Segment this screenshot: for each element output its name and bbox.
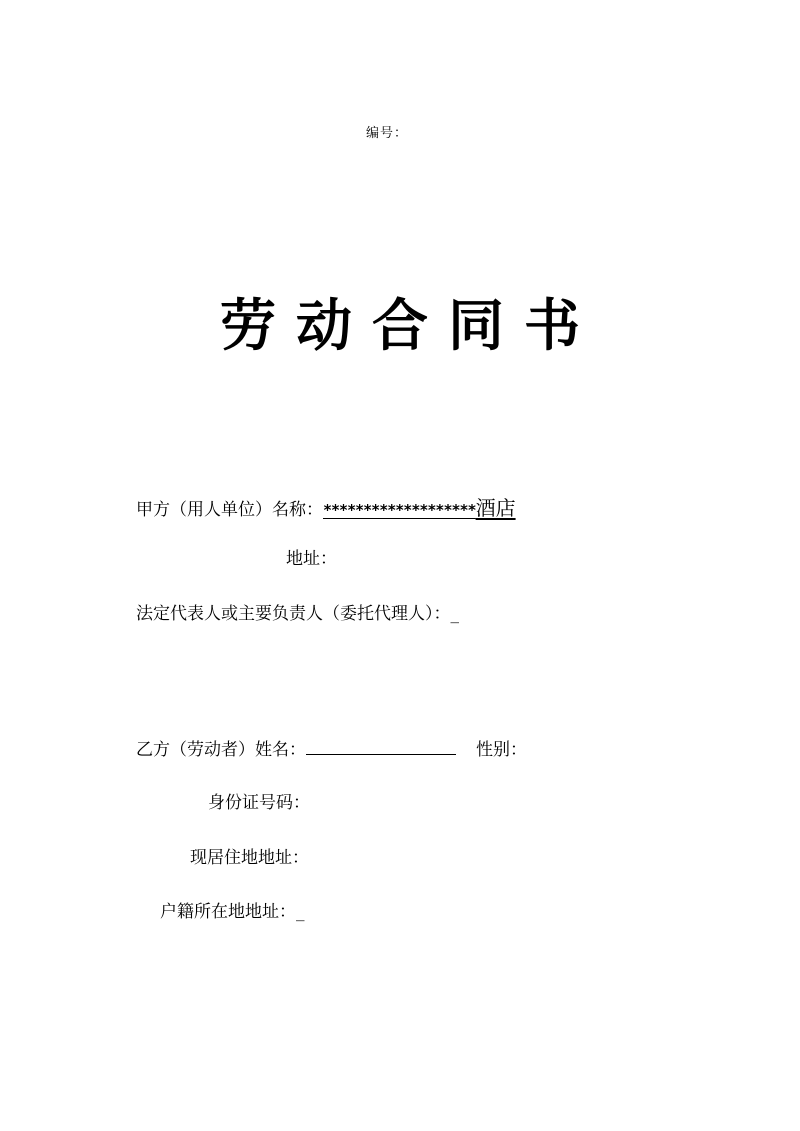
- document-number-label: 编号：: [366, 126, 409, 141]
- worker-id-label: 身份证号码：: [208, 793, 310, 813]
- worker-household-label: 户籍所在地地址：: [160, 902, 296, 922]
- employer-name-suffix: 酒店: [475, 496, 516, 520]
- worker-id-row: [208, 792, 310, 814]
- legal-representative-blank: _: [450, 604, 459, 624]
- worker-household-row: [160, 901, 305, 923]
- legal-representative-row: [136, 603, 459, 625]
- worker-name-label: 乙方（劳动者）姓名：: [136, 740, 306, 760]
- document-title: 劳动合同书: [220, 293, 600, 359]
- employer-address-label: 地址：: [286, 549, 337, 569]
- employer-name-label: 甲方（用人单位）名称：: [136, 500, 323, 520]
- worker-household-blank: _: [296, 902, 305, 922]
- worker-residence-row: [190, 847, 309, 869]
- worker-residence-label: 现居住地地址：: [190, 848, 309, 868]
- worker-name-row: [136, 738, 527, 761]
- employer-name-row: [136, 497, 528, 521]
- legal-representative-label: 法定代表人或主要负责人（委托代理人）：: [136, 604, 451, 624]
- employer-address-row: [286, 548, 337, 570]
- employer-name-value: *******************: [323, 501, 476, 519]
- worker-name-blank-line: [306, 738, 456, 755]
- worker-gender-label: 性别：: [476, 740, 527, 760]
